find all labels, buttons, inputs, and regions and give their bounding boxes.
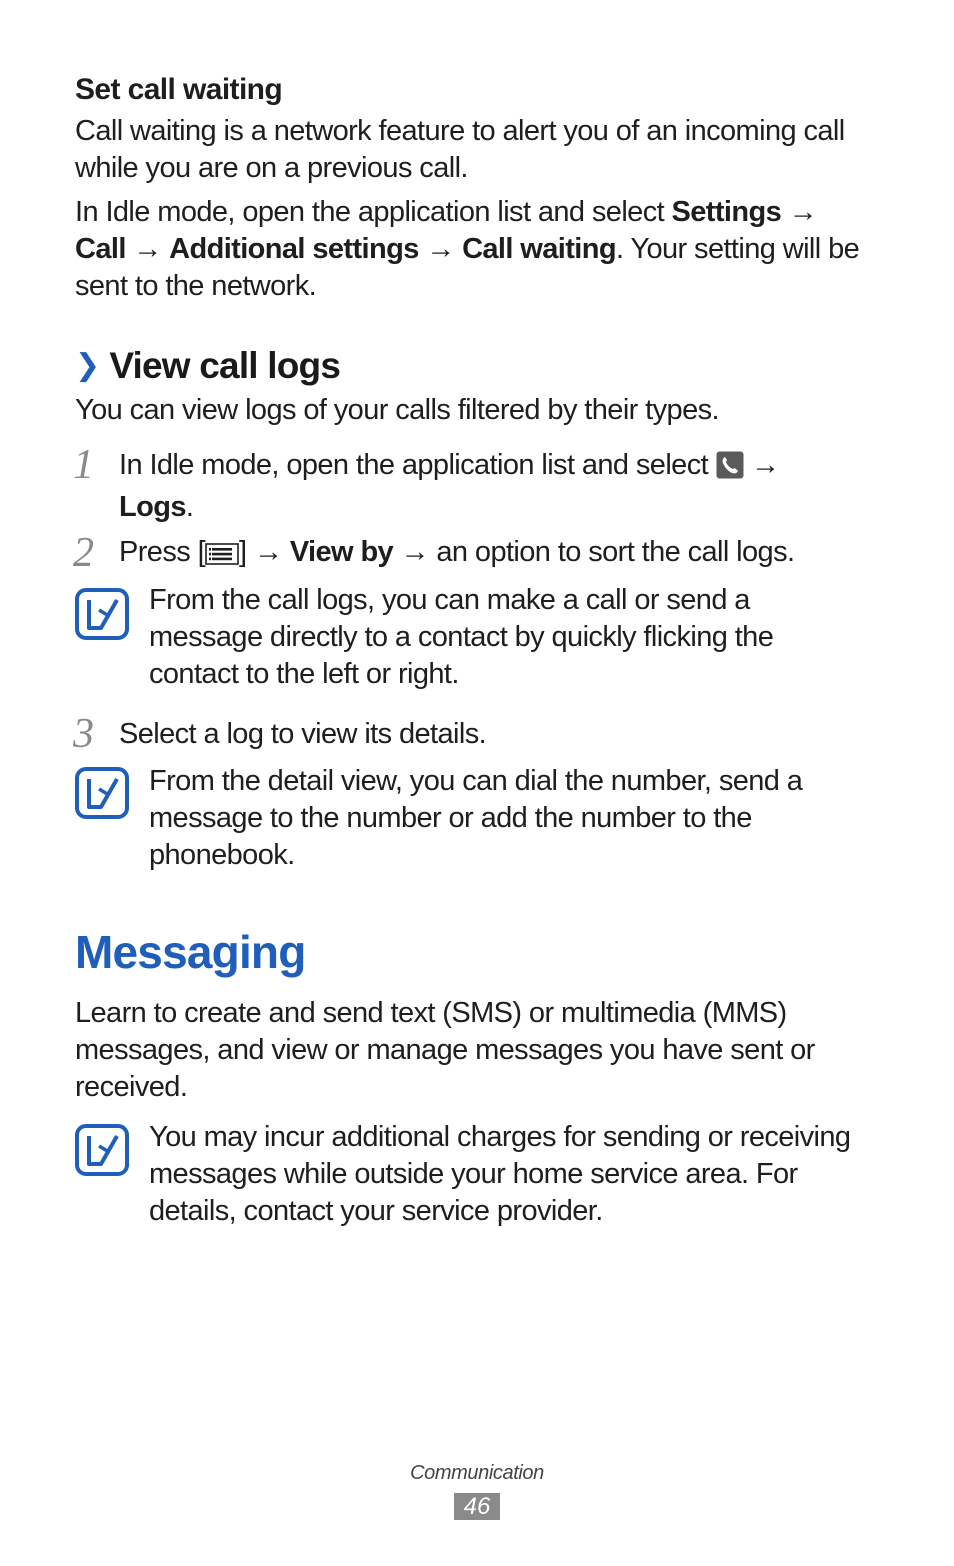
view-call-logs-heading: ❯ View call logs <box>75 345 341 386</box>
note-pencil-icon <box>75 1124 129 1176</box>
menu-key-icon <box>205 539 239 576</box>
note-messaging-charges <box>75 1119 875 1234</box>
menu-path-settings: Settings <box>671 196 782 228</box>
step-2 <box>75 532 875 576</box>
messaging-intro: Learn to create and send text (SMS) or multimedia (MMS) messages, and view or manage messages you have sent or received. <box>75 997 815 1103</box>
page-number: 46 <box>454 1493 500 1520</box>
call-waiting-instructions: In Idle mode, open the application list and select Settings → Call → Additional settings → Call waiting. Your setting will be sent to the network. <box>75 196 860 302</box>
step-number: 2 <box>73 530 94 576</box>
chevron-right-icon: ❯ <box>75 349 100 382</box>
note-call-logs <box>75 582 875 697</box>
call-waiting-intro: Call waiting is a network feature to alert you of an incoming call while you are on a previous call. <box>75 115 845 184</box>
menu-path-call: Call <box>75 233 126 265</box>
note-pencil-icon <box>75 767 129 819</box>
menu-path-call-waiting: Call waiting <box>462 233 616 265</box>
phone-icon <box>716 451 744 489</box>
note-pencil-icon <box>75 588 129 640</box>
note-text: From the detail view, you can dial the number, send a message to the number or add the number to the phonebook. <box>149 765 803 871</box>
step-3 <box>75 713 875 757</box>
messaging-heading: Messaging <box>75 926 306 978</box>
note-detail-view <box>75 763 875 878</box>
note-text: From the call logs, you can make a call or send a message directly to a contact by quickly flicking the contact to the left or right. <box>149 584 774 690</box>
menu-path-additional-settings: Additional settings <box>169 233 419 265</box>
step-text: In Idle mode, open the application list and select → Logs. <box>119 449 780 523</box>
step-text: Select a log to view its details. <box>119 718 487 750</box>
note-text: You may incur additional charges for sending or receiving messages while outside your home service area. For details, contact your service provider. <box>149 1121 851 1227</box>
footer-section-label: Communication <box>410 1462 544 1484</box>
step-1 <box>75 444 875 524</box>
step-number: 3 <box>73 711 94 757</box>
step-text: Press [ ] → View by → an option to sort the call logs. <box>119 534 859 576</box>
view-call-logs-intro: You can view logs of your calls filtered by their types. <box>75 394 719 426</box>
call-waiting-heading: Set call waiting <box>75 73 283 106</box>
step-number: 1 <box>73 442 94 488</box>
